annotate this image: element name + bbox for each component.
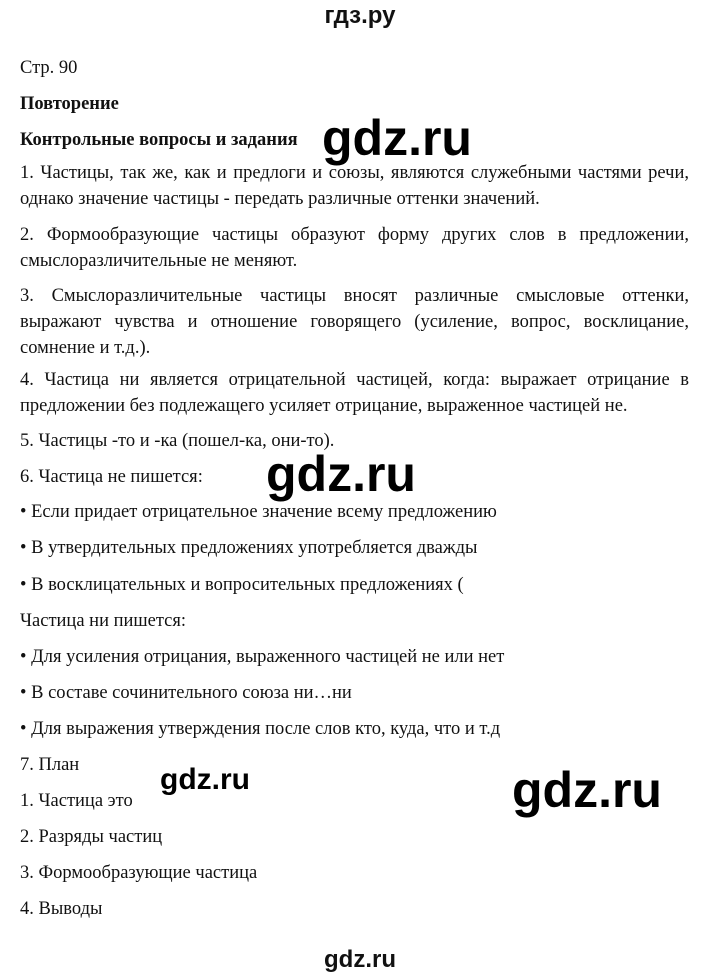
answer-1: 1. Частицы, так же, как и предлоги и союзы, являются служебными частями речи, однако значение частицы - передать различные оттенки значений. [20, 163, 689, 209]
watermark: gdz.ru [322, 110, 472, 166]
plan-item: 3. Формообразующие частица [20, 863, 258, 883]
watermark: gdz.ru [160, 763, 250, 796]
plan-item: 4. Выводы [20, 899, 103, 919]
list-item: • Если придает отрицательное значение всему предложению [20, 502, 497, 522]
plan-item: 1. Частица это [20, 791, 133, 811]
watermark: gdz.ru [512, 762, 662, 818]
list-item: • Для выражения утверждения после слов кто, куда, что и т.д [20, 719, 501, 739]
plan-item: 2. Разряды частиц [20, 827, 163, 847]
list-item: • Для усиления отрицания, выраженного частицей не или нет [20, 647, 505, 667]
subsection-title: Контрольные вопросы и задания [20, 130, 298, 150]
answer-7: 7. План [20, 755, 80, 775]
answer-4: 4. Частица ни является отрицательной частицей, когда: выражает отрицание в предложении без подлежащего усиляет отрицание, выраженное частицей не. [20, 370, 689, 416]
answer-2: 2. Формообразующие частицы образуют форму других слов в предложении, смыслоразличительные не меняют. [20, 225, 689, 271]
site-header-logo[interactable]: гдз.ру [324, 2, 396, 29]
watermark: gdz.ru [266, 446, 416, 502]
list-item: • В восклицательных и вопросительных предложениях ( [20, 575, 464, 595]
list-item: • В утвердительных предложениях употребляется дважды [20, 538, 478, 558]
ni-heading: Частица ни пишется: [20, 611, 187, 631]
site-footer-logo[interactable]: gdz.ru [324, 946, 396, 973]
answer-5: 5. Частицы -то и -ка (пошел-ка, они-то). [20, 431, 335, 451]
answer-6: 6. Частица не пишется: [20, 467, 203, 487]
page-number: Стр. 90 [20, 58, 78, 78]
answer-3: 3. Смыслоразличительные частицы вносят различные смысловые оттенки, выражают чувства и отношение говорящего (усиление, вопрос, восклицание, сомнение и т.д.). [20, 286, 689, 358]
section-title: Повторение [20, 94, 119, 114]
list-item: • В составе сочинительного союза ни…ни [20, 683, 352, 703]
